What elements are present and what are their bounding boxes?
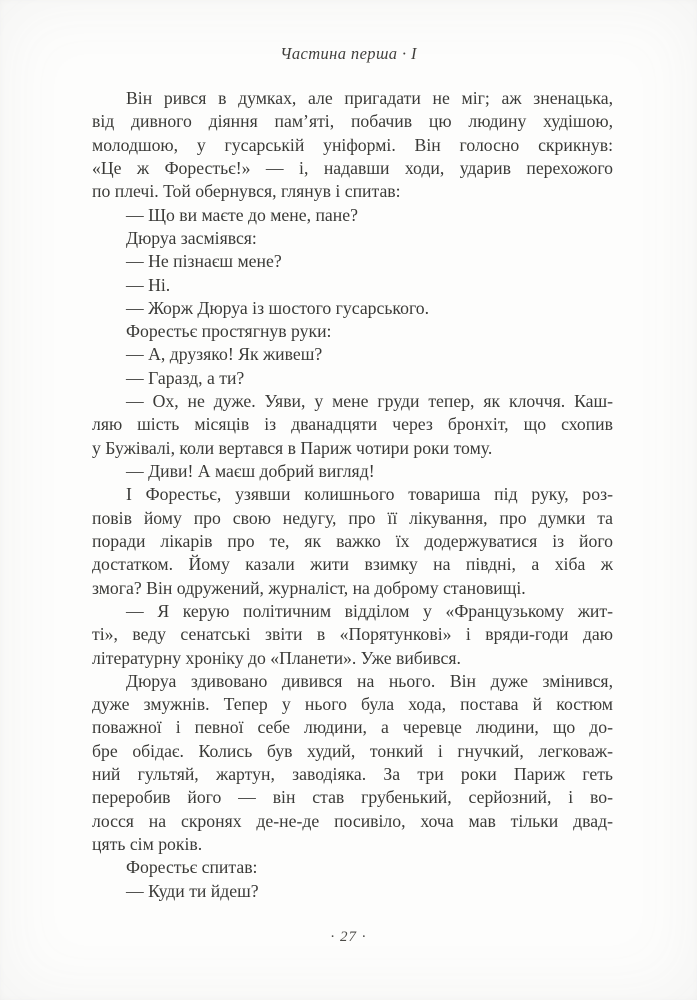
- text-line: — А, друзяко! Як живеш?: [126, 344, 323, 365]
- paragraph: [92, 227, 613, 250]
- text-line: — Ні.: [126, 274, 171, 295]
- text-line: поради лікарів про те, як важко їх додержуватися із його: [92, 530, 613, 551]
- running-header: Частина перша · I: [280, 44, 417, 63]
- text-line: поважної і певної себе людини, а черевце людини, що до-: [92, 717, 613, 738]
- text-line: — Що ви маєте до мене, пане?: [126, 204, 358, 225]
- paragraph: [92, 297, 613, 320]
- text-line: достатком. Йому казали жити взимку на півдні, а хіба ж: [92, 554, 613, 575]
- text-line: у Бужівалі, коли вертався в Париж чотири роки тому.: [92, 437, 493, 458]
- text-line: змога? Він одружений, журналіст, на доброму становищі.: [92, 577, 526, 598]
- text-line: І Форестьє, узявши колишнього товариша під руку, роз-: [126, 484, 613, 505]
- paragraph: [92, 367, 613, 390]
- paragraph: [92, 670, 613, 857]
- text-line: — Жорж Дюруа із шостого гусарського.: [126, 297, 430, 318]
- paragraph: [92, 460, 613, 483]
- paragraph: [92, 600, 613, 670]
- text-line: — Я керую політичним відділом у «Французькому жит-: [126, 600, 613, 621]
- text-line: цять сім років.: [92, 834, 203, 854]
- text-line: Форестьє спитав:: [126, 857, 258, 878]
- text-line: ний гультяй, жартун, заводіяка. За три роки Париж геть: [92, 764, 613, 785]
- text-line: Дюруа здивовано дивився на нього. Він дуже змінився,: [126, 670, 613, 691]
- paragraph: [92, 320, 613, 343]
- paragraph: [92, 87, 613, 204]
- text-line: бре обідає. Колись був худий, тонкий і гнучкий, легковаж-: [92, 740, 613, 761]
- text-line: літературну хроніку до «Планети». Уже вибився.: [92, 647, 461, 668]
- text-line: молодшою, у гусарській уніформі. Він голосно скрикнув:: [92, 134, 613, 155]
- paragraph: [92, 880, 613, 903]
- page-number: · 27 ·: [330, 929, 367, 945]
- text-line: — Гаразд, а ти?: [126, 367, 245, 388]
- paragraph: [92, 274, 613, 297]
- text-line: повів йому про свою недугу, про її лікування, про думки та: [92, 507, 613, 528]
- paragraph: [92, 204, 613, 227]
- text-line: — Ох, не дуже. Уяви, у мене груди тепер, як клоччя. Каш-: [126, 391, 613, 412]
- text-line: «Це ж Форестьє!» — і, надавши ходи, ударив перехожого: [92, 157, 613, 178]
- text-line: ляю шість місяців із дванадцяти через бронхіт, що схопив: [92, 414, 613, 435]
- paragraph: [92, 250, 613, 273]
- paragraph: [92, 483, 613, 600]
- text-line: Дюруа засміявся:: [126, 227, 257, 248]
- text-line: Він рився в думках, але пригадати не міг; аж зненацька,: [126, 88, 613, 108]
- paragraph: [92, 343, 613, 366]
- text-line: Форестьє простягнув руки:: [126, 321, 332, 342]
- text-line: дуже змужнів. Тепер у нього була хода, постава й костюм: [92, 694, 613, 715]
- text-line: переробив його — він став грубенький, серйозний, і во-: [92, 787, 613, 808]
- paragraph: [92, 390, 613, 460]
- paragraph: [92, 856, 613, 879]
- text-line: від дивного діяння пам’яті, побачив цю людину худішою,: [92, 111, 613, 132]
- text-line: — Диви! А маєш добрий вигляд!: [126, 461, 375, 481]
- text-line: лосся на скронях де-не-де посивіло, хоча мав тільки двад-: [92, 810, 613, 831]
- text-line: — Не пізнаєш мене?: [126, 251, 282, 272]
- text-line: ті», веду сенатські звіти в «Порятункові» і вряди-годи даю: [92, 624, 613, 645]
- text-line: — Куди ти йдеш?: [126, 880, 259, 901]
- page-text-block: [92, 87, 613, 903]
- text-line: по плечі. Той обернувся, глянув і спитав:: [92, 181, 401, 202]
